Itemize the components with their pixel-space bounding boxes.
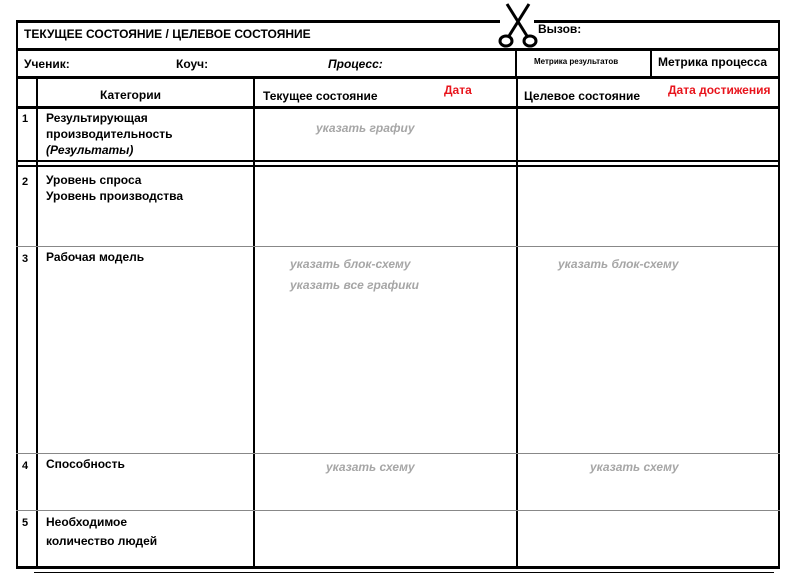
info-divider-1	[515, 50, 517, 77]
category-line: количество людей	[46, 534, 158, 548]
category-line: производительность	[46, 127, 173, 141]
row-number: 4	[22, 460, 29, 472]
row2-divider	[38, 246, 778, 247]
category-line: Необходимое	[46, 515, 128, 529]
category-line: Рабочая модель	[46, 250, 145, 264]
coach-label: Коуч:	[176, 57, 209, 71]
current-state-hint: указать блок-схему	[290, 257, 411, 271]
achievement-date-header: Дата достижения	[668, 83, 771, 97]
frame-right-border	[778, 20, 780, 568]
category-label	[46, 513, 157, 551]
row-number: 3	[22, 253, 29, 265]
challenge-label: Вызов:	[538, 22, 582, 36]
frame-top-border	[16, 20, 500, 23]
current-column-line	[516, 78, 518, 568]
frame-left-border	[16, 20, 18, 568]
target-state-hint: указать схему	[590, 460, 679, 474]
result-metric-label: Метрика результатов	[534, 57, 619, 66]
page-bottom-rule	[34, 572, 774, 573]
process-label: Процесс:	[328, 57, 383, 71]
categories-header: Категории	[100, 88, 161, 102]
target-state-header: Целевое состояние	[524, 89, 640, 103]
current-state-hint: указать схему	[326, 460, 415, 474]
row1-divider-b	[16, 165, 780, 167]
frame-bottom-border	[16, 566, 780, 569]
row3-divider	[16, 453, 780, 454]
category-label	[46, 249, 144, 265]
scissors-icon	[497, 2, 539, 48]
category-label	[46, 172, 183, 204]
number-column-line	[36, 78, 38, 568]
page-title: ТЕКУЩЕЕ СОСТОЯНИЕ / ЦЕЛЕВОЕ СОСТОЯНИЕ	[24, 27, 311, 41]
category-line: Уровень спроса	[46, 173, 142, 187]
category-line: Результирующая	[46, 111, 148, 125]
category-column-line	[253, 78, 255, 568]
learner-label: Ученик:	[24, 57, 70, 71]
row4-divider	[16, 510, 780, 511]
category-label	[46, 110, 173, 158]
current-state-hint: указать графиу	[316, 121, 415, 135]
date-header: Дата	[444, 83, 472, 97]
row-number: 2	[22, 176, 29, 188]
category-line: Уровень производства	[46, 189, 184, 203]
category-label	[46, 456, 125, 472]
row-number: 5	[22, 517, 29, 529]
row2-divider-left	[16, 246, 38, 247]
row-number: 1	[22, 113, 29, 125]
category-line-italic: (Результаты)	[46, 143, 134, 157]
current-state-hint-2: указать все графики	[290, 278, 419, 292]
info-divider-2	[650, 50, 652, 77]
category-line: Способность	[46, 457, 125, 471]
row1-divider-a	[16, 160, 780, 162]
target-state-hint: указать блок-схему	[558, 257, 679, 271]
current-state-header: Текущее состояние	[263, 89, 378, 103]
column-header-divider	[16, 106, 780, 109]
process-metric-label: Метрика процесса	[658, 55, 768, 69]
header-divider	[16, 48, 780, 51]
info-divider-bottom	[16, 76, 780, 79]
